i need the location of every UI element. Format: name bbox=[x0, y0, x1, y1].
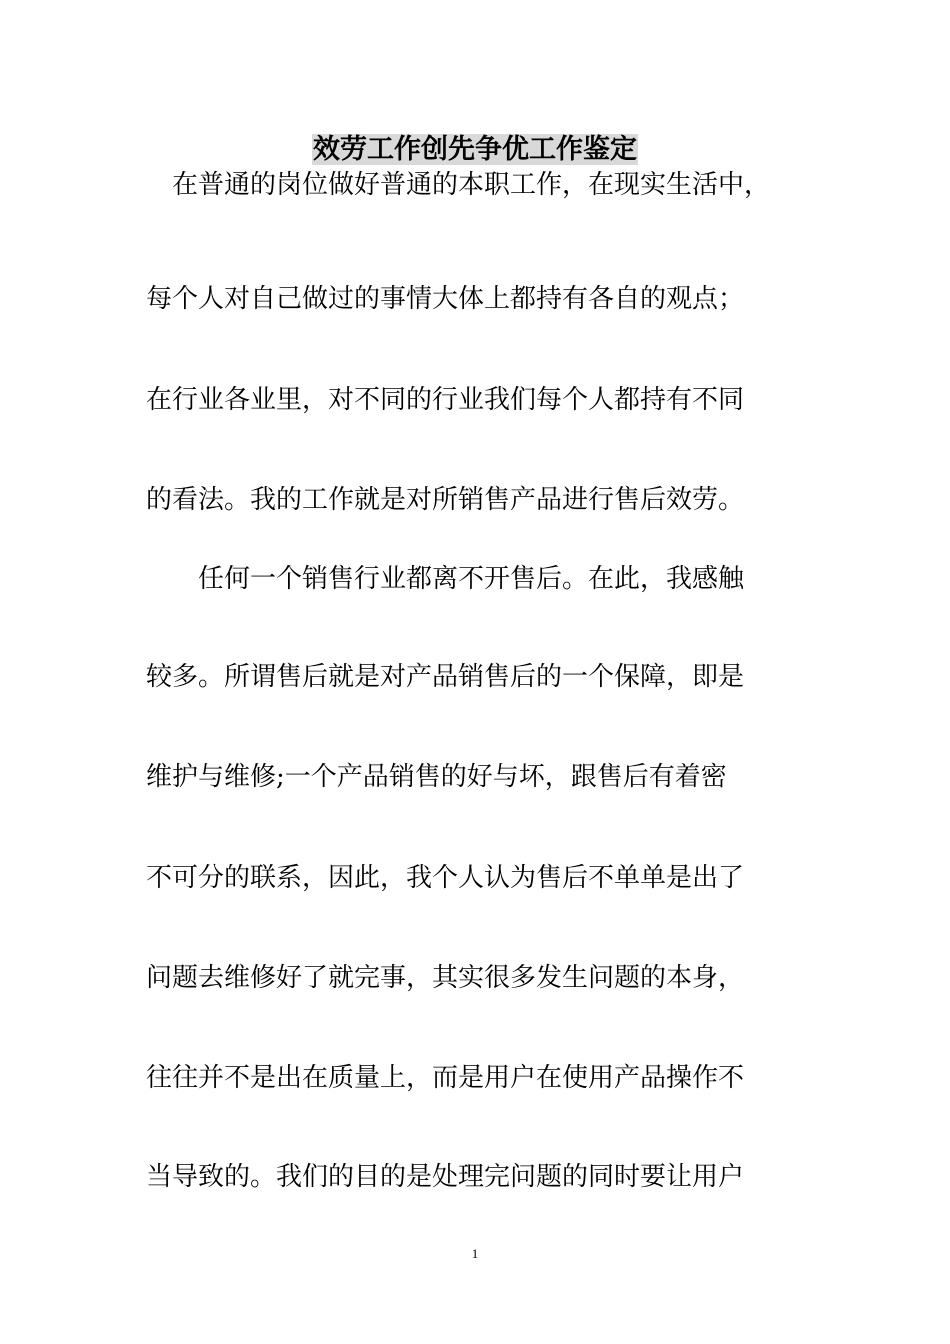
body-line-10: 往往并不是出在质量上，而是用户在使用产品操作不 bbox=[146, 1063, 745, 1093]
body-line-11: 当导致的。我们的目的是处理完问题的同时要让用户 bbox=[146, 1162, 745, 1192]
body-line-1: 在普通的岗位做好普通的本职工作，在现实生活中， bbox=[146, 170, 771, 200]
body-line-7: 维护与维修;一个产品销售的好与坏，跟售后有着密 bbox=[146, 762, 727, 792]
body-line-4: 的看法。我的工作就是对所销售产品进行售后效劳。 bbox=[146, 485, 745, 515]
body-line-2: 每个人对自己做过的事情大体上都持有各自的观点； bbox=[146, 284, 745, 314]
body-line-5: 任何一个销售行业都离不开售后。在此，我感触 bbox=[146, 564, 745, 594]
document-title-text: 效劳工作创先争优工作鉴定 bbox=[313, 134, 637, 165]
body-line-6: 较多。所谓售后就是对产品销售后的一个保障，即是 bbox=[146, 662, 745, 692]
body-line-9: 问题去维修好了就完事，其实很多发生问题的本身， bbox=[146, 963, 745, 993]
body-line-3: 在行业各业里，对不同的行业我们每个人都持有不同 bbox=[146, 385, 745, 415]
page-number: 1 bbox=[471, 1246, 479, 1261]
body-line-8: 不可分的联系，因此，我个人认为售后不单单是出了 bbox=[146, 863, 745, 893]
